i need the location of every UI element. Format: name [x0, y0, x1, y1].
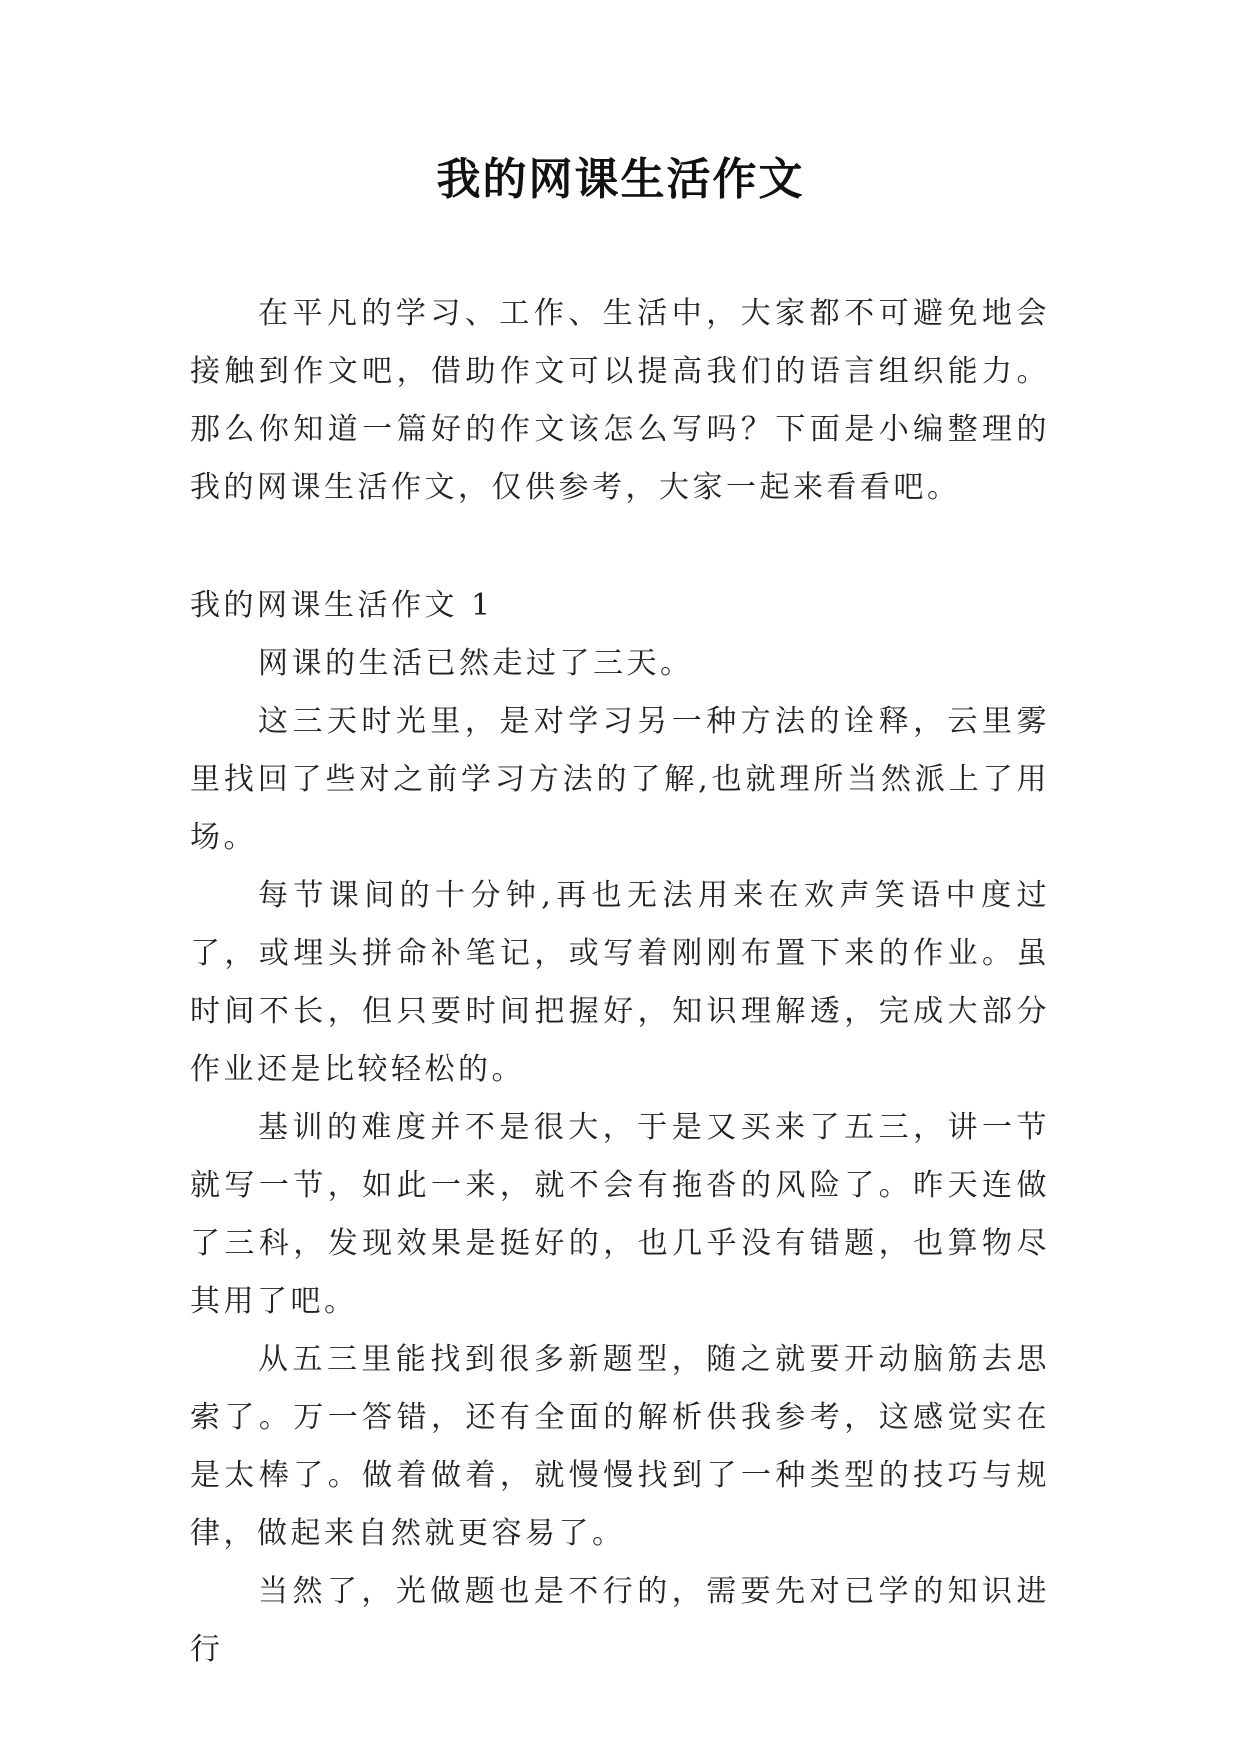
section-heading: 我的网课生活作文 1 [190, 588, 494, 623]
document-body [190, 285, 1050, 1679]
paragraph-5: 从五三里能找到很多新题型，随之就要开动脑筋去思索了。万一答错，还有全面的解析供我参考，这感觉实在是太棒了。做着做着，就慢慢找到了一种类型的技巧与规律，做起来自然就更容易了。 [190, 1342, 1050, 1551]
paragraph-1: 网课的生活已然走过了三天。 [258, 646, 694, 681]
paragraph-6: 当然了，光做题也是不行的，需要先对已学的知识进行 [190, 1574, 1050, 1667]
essay-section-1 [190, 577, 1050, 1679]
paragraph-3: 每节课间的十分钟,再也无法用来在欢声笑语中度过了，或埋头拼命补笔记，或写着刚刚布置下来的作业。虽时间不长，但只要时间把握好，知识理解透，完成大部分作业还是比较轻松的。 [190, 878, 1050, 1087]
paragraph-4: 基训的难度并不是很大，于是又买来了五三，讲一节就写一节，如此一来，就不会有拖沓的风险了。昨天连做了三科，发现效果是挺好的，也几乎没有错题，也算物尽其用了吧。 [190, 1110, 1050, 1319]
paragraph-2: 这三天时光里，是对学习另一种方法的诠释，云里雾里找回了些对之前学习方法的了解,也就理所当然派上了用场。 [190, 704, 1050, 855]
document-title: 我的网课生活作文 [436, 154, 805, 205]
intro-paragraph: 在平凡的学习、工作、生活中，大家都不可避免地会接触到作文吧，借助作文可以提高我们的语言组织能力。那么你知道一篇好的作文该怎么写吗？下面是小编整理的我的网课生活作文，仅供参考，大家一起来看看吧。 [190, 296, 1050, 505]
